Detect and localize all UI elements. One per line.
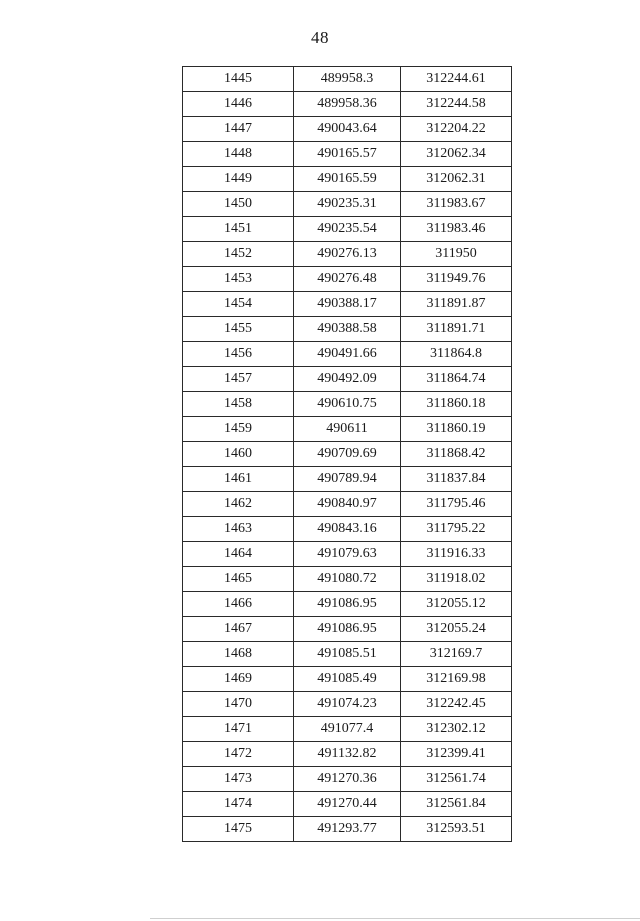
- table-row: [183, 117, 512, 142]
- x-coordinate-cell: 491270.36: [294, 767, 401, 792]
- x-coordinate-cell: 490491.66: [294, 342, 401, 367]
- point-number-cell: 1459: [183, 417, 294, 442]
- table-row: [183, 417, 512, 442]
- point-number-cell: 1454: [183, 292, 294, 317]
- y-coordinate-cell: 312244.58: [401, 92, 512, 117]
- point-number-cell: 1449: [183, 167, 294, 192]
- x-coordinate-cell: 491077.4: [294, 717, 401, 742]
- y-coordinate-cell: 312593.51: [401, 817, 512, 842]
- table-row: [183, 817, 512, 842]
- y-coordinate-cell: 311860.19: [401, 417, 512, 442]
- point-number-cell: 1471: [183, 717, 294, 742]
- y-coordinate-cell: 311864.8: [401, 342, 512, 367]
- x-coordinate-cell: 491085.51: [294, 642, 401, 667]
- table-row: [183, 492, 512, 517]
- table-row: [183, 717, 512, 742]
- x-coordinate-cell: 490709.69: [294, 442, 401, 467]
- table-row: [183, 192, 512, 217]
- point-number-cell: 1475: [183, 817, 294, 842]
- x-coordinate-cell: 489958.36: [294, 92, 401, 117]
- point-number-cell: 1464: [183, 542, 294, 567]
- x-coordinate-cell: 490276.13: [294, 242, 401, 267]
- page-edge-line: [150, 918, 640, 919]
- y-coordinate-cell: 312244.61: [401, 67, 512, 92]
- y-coordinate-cell: 312242.45: [401, 692, 512, 717]
- x-coordinate-cell: 491270.44: [294, 792, 401, 817]
- point-number-cell: 1451: [183, 217, 294, 242]
- x-coordinate-cell: 490789.94: [294, 467, 401, 492]
- table-row: [183, 592, 512, 617]
- x-coordinate-cell: 490165.59: [294, 167, 401, 192]
- x-coordinate-cell: 490843.16: [294, 517, 401, 542]
- point-number-cell: 1446: [183, 92, 294, 117]
- table-row: [183, 467, 512, 492]
- y-coordinate-cell: 311795.22: [401, 517, 512, 542]
- point-number-cell: 1463: [183, 517, 294, 542]
- point-number-cell: 1472: [183, 742, 294, 767]
- table-row: [183, 692, 512, 717]
- point-number-cell: 1456: [183, 342, 294, 367]
- y-coordinate-cell: 311983.46: [401, 217, 512, 242]
- y-coordinate-cell: 311916.33: [401, 542, 512, 567]
- y-coordinate-cell: 311868.42: [401, 442, 512, 467]
- table-row: [183, 267, 512, 292]
- table-row: [183, 517, 512, 542]
- point-number-cell: 1470: [183, 692, 294, 717]
- x-coordinate-cell: 490610.75: [294, 392, 401, 417]
- point-number-cell: 1460: [183, 442, 294, 467]
- table-row: [183, 642, 512, 667]
- table-row: [183, 667, 512, 692]
- point-number-cell: 1448: [183, 142, 294, 167]
- table-row: [183, 617, 512, 642]
- y-coordinate-cell: 311983.67: [401, 192, 512, 217]
- table-row: [183, 392, 512, 417]
- coordinates-table-body: [183, 67, 512, 842]
- x-coordinate-cell: 489958.3: [294, 67, 401, 92]
- point-number-cell: 1465: [183, 567, 294, 592]
- x-coordinate-cell: 491074.23: [294, 692, 401, 717]
- page-number: 48: [311, 28, 329, 47]
- table-row: [183, 742, 512, 767]
- y-coordinate-cell: 312399.41: [401, 742, 512, 767]
- x-coordinate-cell: 490492.09: [294, 367, 401, 392]
- x-coordinate-cell: 490388.17: [294, 292, 401, 317]
- y-coordinate-cell: 312055.12: [401, 592, 512, 617]
- table-row: [183, 92, 512, 117]
- y-coordinate-cell: 312204.22: [401, 117, 512, 142]
- y-coordinate-cell: 312062.34: [401, 142, 512, 167]
- table-row: [183, 292, 512, 317]
- x-coordinate-cell: 491132.82: [294, 742, 401, 767]
- table-row: [183, 792, 512, 817]
- x-coordinate-cell: 490840.97: [294, 492, 401, 517]
- x-coordinate-cell: 490235.31: [294, 192, 401, 217]
- table-row: [183, 142, 512, 167]
- table-row: [183, 242, 512, 267]
- point-number-cell: 1453: [183, 267, 294, 292]
- point-number-cell: 1467: [183, 617, 294, 642]
- table-row: [183, 367, 512, 392]
- x-coordinate-cell: 491080.72: [294, 567, 401, 592]
- x-coordinate-cell: 491085.49: [294, 667, 401, 692]
- table-row: [183, 317, 512, 342]
- x-coordinate-cell: 490611: [294, 417, 401, 442]
- x-coordinate-cell: 490235.54: [294, 217, 401, 242]
- x-coordinate-cell: 491086.95: [294, 592, 401, 617]
- y-coordinate-cell: 312561.84: [401, 792, 512, 817]
- table-row: [183, 217, 512, 242]
- point-number-cell: 1457: [183, 367, 294, 392]
- table-row: [183, 567, 512, 592]
- x-coordinate-cell: 490276.48: [294, 267, 401, 292]
- table-row: [183, 767, 512, 792]
- y-coordinate-cell: 311891.71: [401, 317, 512, 342]
- y-coordinate-cell: 311864.74: [401, 367, 512, 392]
- table-row: [183, 167, 512, 192]
- point-number-cell: 1452: [183, 242, 294, 267]
- point-number-cell: 1474: [183, 792, 294, 817]
- point-number-cell: 1445: [183, 67, 294, 92]
- point-number-cell: 1458: [183, 392, 294, 417]
- y-coordinate-cell: 311837.84: [401, 467, 512, 492]
- y-coordinate-cell: 312062.31: [401, 167, 512, 192]
- x-coordinate-cell: 490165.57: [294, 142, 401, 167]
- y-coordinate-cell: 312169.7: [401, 642, 512, 667]
- y-coordinate-cell: 311795.46: [401, 492, 512, 517]
- y-coordinate-cell: 312302.12: [401, 717, 512, 742]
- y-coordinate-cell: 311950: [401, 242, 512, 267]
- point-number-cell: 1455: [183, 317, 294, 342]
- table-row: [183, 442, 512, 467]
- y-coordinate-cell: 312561.74: [401, 767, 512, 792]
- point-number-cell: 1466: [183, 592, 294, 617]
- point-number-cell: 1473: [183, 767, 294, 792]
- point-number-cell: 1461: [183, 467, 294, 492]
- table-row: [183, 342, 512, 367]
- point-number-cell: 1447: [183, 117, 294, 142]
- point-number-cell: 1462: [183, 492, 294, 517]
- y-coordinate-cell: 311918.02: [401, 567, 512, 592]
- point-number-cell: 1468: [183, 642, 294, 667]
- coordinates-table: [182, 66, 512, 842]
- x-coordinate-cell: 490043.64: [294, 117, 401, 142]
- x-coordinate-cell: 490388.58: [294, 317, 401, 342]
- table-row: [183, 67, 512, 92]
- y-coordinate-cell: 311949.76: [401, 267, 512, 292]
- table-row: [183, 542, 512, 567]
- point-number-cell: 1450: [183, 192, 294, 217]
- x-coordinate-cell: 491293.77: [294, 817, 401, 842]
- y-coordinate-cell: 311860.18: [401, 392, 512, 417]
- point-number-cell: 1469: [183, 667, 294, 692]
- y-coordinate-cell: 311891.87: [401, 292, 512, 317]
- y-coordinate-cell: 312055.24: [401, 617, 512, 642]
- y-coordinate-cell: 312169.98: [401, 667, 512, 692]
- x-coordinate-cell: 491079.63: [294, 542, 401, 567]
- x-coordinate-cell: 491086.95: [294, 617, 401, 642]
